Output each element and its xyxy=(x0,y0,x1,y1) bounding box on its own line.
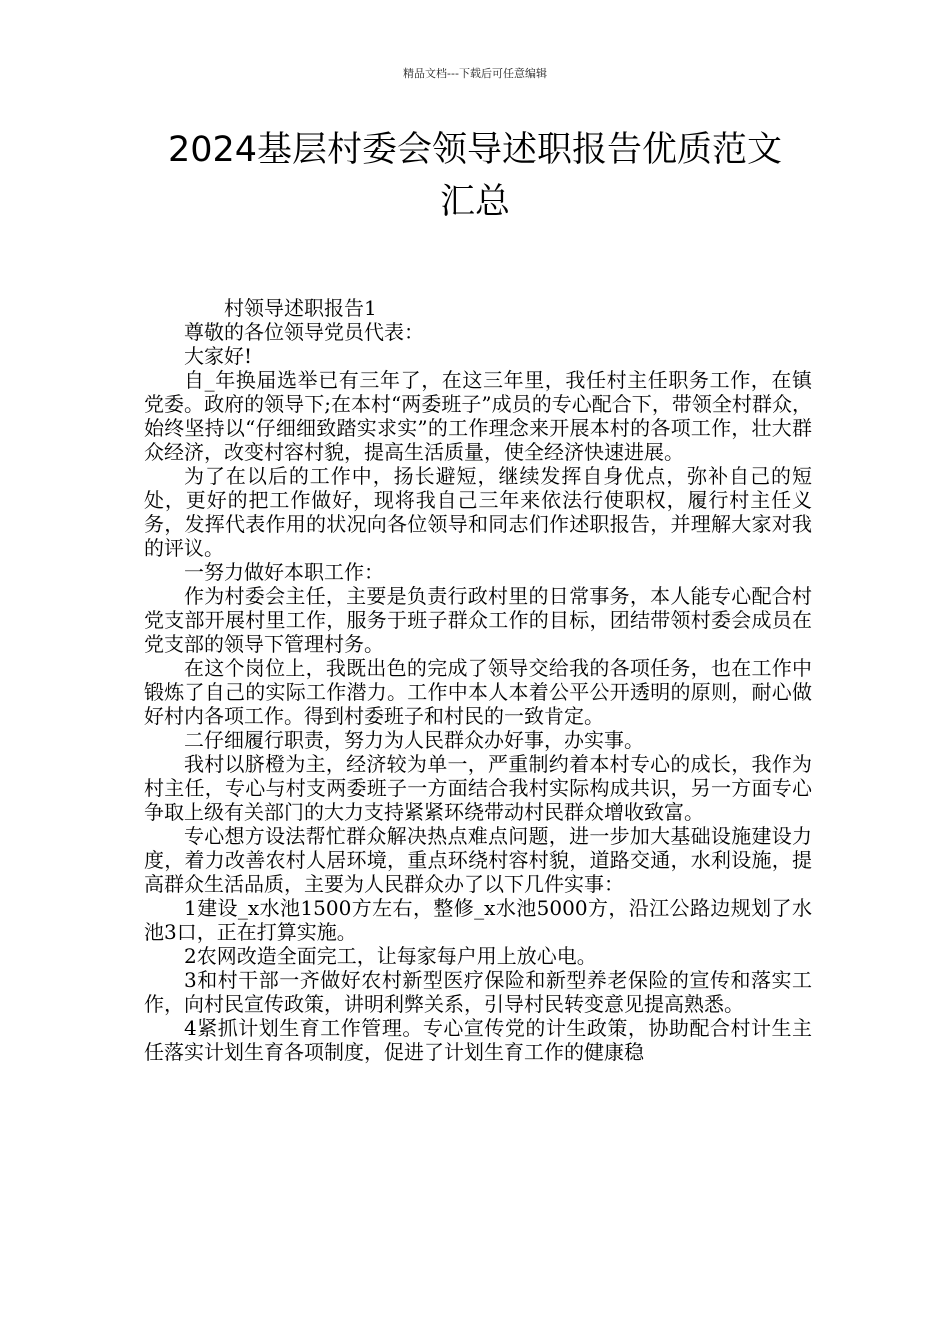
subheading: 二仔细履行职责，努力为人民群众办好事，办实事。 xyxy=(184,728,644,752)
paragraph: 为了在以后的工作中，扬长避短，继续发挥自身优点，弥补自己的短处，更好的把工作做好，现将我自己三年来依法行使职权，履行村主任义务，发挥代表作用的状况向各位领导和同志们作述职报告，并理解大家对我的评议。 xyxy=(144,464,812,560)
greeting: 大家好! xyxy=(184,344,253,368)
list-item: 2农网改造全面完工，让每家每户用上放心电。 xyxy=(184,944,597,968)
document-title-line-2: 汇总 xyxy=(439,182,510,222)
document-title-line-1: 2024基层村委会领导述职报告优质范文 xyxy=(167,130,783,170)
document-title xyxy=(0,124,950,228)
salutation: 尊敬的各位领导党员代表： xyxy=(184,320,424,344)
paragraph: 专心想方设法帮忙群众解决热点难点问题，进一步加大基础设施建设力度，着力改善农村人居环境，重点环绕村容村貌，道路交通，水利设施，提高群众生活品质，主要为人民群众办了以下几件实事： xyxy=(144,824,812,896)
document-header-note: 精品文档---下载后可任意编辑 xyxy=(403,67,547,80)
paragraph: 作为村委会主任，主要是负责行政村里的日常事务，本人能专心配合村党支部开展村里工作，服务于班子群众工作的目标，团结带领村委会成员在党支部的领导下管理村务。 xyxy=(144,584,812,656)
list-item: 1建设_x水池1500方左右，整修_x水池5000方，沿江公路边规划了水池3口，正在打算实施。 xyxy=(144,896,812,944)
paragraph: 我村以脐橙为主，经济较为单一，严重制约着本村专心的成长，我作为村主任，专心与村支两委班子一方面结合我村实际构成共识，另一方面专心争取上级有关部门的大力支持紧紧环绕带动村民群众增收致富。 xyxy=(144,752,812,824)
paragraph: 在这个岗位上，我既出色的完成了领导交给我的各项任务，也在工作中锻炼了自己的实际工作潜力。工作中本人本着公平公开透明的原则，耐心做好村内各项工作。得到村委班子和村民的一致肯定。 xyxy=(144,656,812,728)
section-heading: 村领导述职报告1 xyxy=(224,296,377,320)
list-item: 4紧抓计划生育工作管理。专心宣传党的计生政策，协助配合村计生主任落实计划生育各项制度，促进了计划生育工作的健康稳 xyxy=(144,1016,812,1064)
subheading: 一努力做好本职工作： xyxy=(184,560,384,584)
document-body xyxy=(144,296,812,1064)
list-item: 3和村干部一齐做好农村新型医疗保险和新型养老保险的宣传和落实工作，向村民宣传政策，讲明利弊关系，引导村民转变意见提高熟悉。 xyxy=(144,968,812,1016)
paragraph: 自_年换届选举已有三年了，在这三年里，我任村主任职务工作，在镇党委。政府的领导下;在本村“两委班子”成员的专心配合下，带领全村群众，始终坚持以“仔细细致踏实求实”的工作理念来开展本村的各项工作，壮大群众经济，改变村容村貌，提高生活质量，使全经济快速进展。 xyxy=(144,368,812,464)
